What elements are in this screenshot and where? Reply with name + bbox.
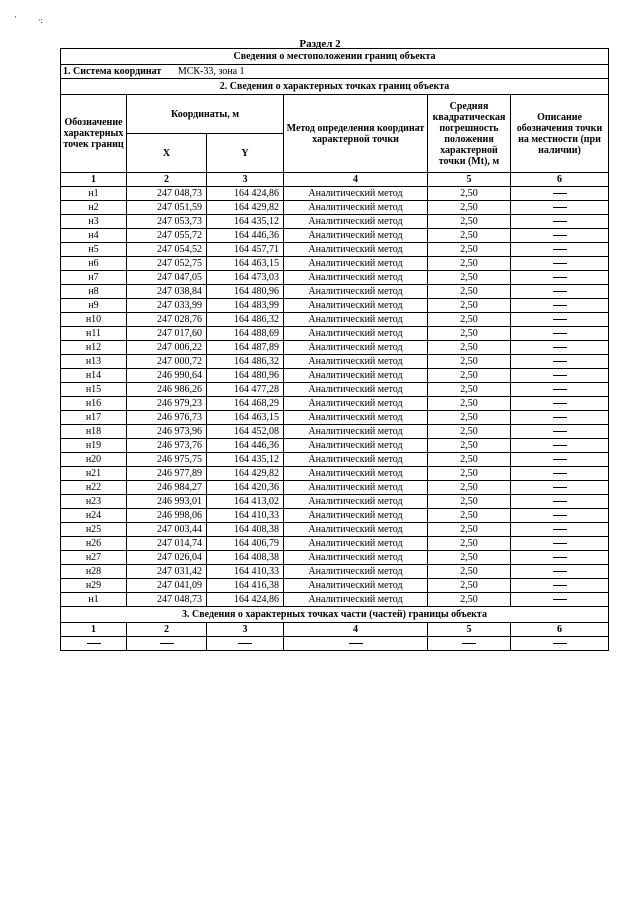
method-cell: Аналитический метод: [284, 327, 428, 341]
y-cell: 164 410,33: [207, 509, 284, 523]
y-cell: 164 424,86: [207, 593, 284, 607]
empty-dash-cell: [61, 637, 127, 651]
dash-mark: [553, 557, 567, 558]
method-cell: Аналитический метод: [284, 397, 428, 411]
x-cell: 247 052,75: [127, 257, 207, 271]
x-cell: 246 976,73: [127, 411, 207, 425]
y-cell: 164 487,89: [207, 341, 284, 355]
mt-cell: 2,50: [428, 551, 511, 565]
empty-dash-cell: [511, 637, 609, 651]
description-cell: [511, 243, 609, 257]
point-cell: н2: [61, 201, 127, 215]
description-cell: [511, 579, 609, 593]
column-number: 2: [127, 623, 207, 637]
method-cell: Аналитический метод: [284, 215, 428, 229]
mt-cell: 2,50: [428, 215, 511, 229]
method-cell: Аналитический метод: [284, 537, 428, 551]
description-cell: [511, 425, 609, 439]
dash-mark: [553, 249, 567, 250]
method-cell: Аналитический метод: [284, 565, 428, 579]
corner-mark-2: ·:: [38, 16, 43, 25]
method-cell: Аналитический метод: [284, 453, 428, 467]
description-cell: [511, 397, 609, 411]
x-cell: 247 000,72: [127, 355, 207, 369]
x-cell: 247 047,05: [127, 271, 207, 285]
column-number: 4: [284, 623, 428, 637]
x-cell: 246 990,64: [127, 369, 207, 383]
mt-cell: 2,50: [428, 369, 511, 383]
x-cell: 247 031,42: [127, 565, 207, 579]
dash-mark: [553, 361, 567, 362]
method-cell: Аналитический метод: [284, 299, 428, 313]
mt-cell: 2,50: [428, 271, 511, 285]
mt-cell: 2,50: [428, 201, 511, 215]
section-label: Раздел 2: [299, 38, 341, 50]
point-cell: н1: [61, 593, 127, 607]
y-cell: 164 473,03: [207, 271, 284, 285]
table-row: [61, 187, 609, 201]
table-row: [61, 551, 609, 565]
table-row: [61, 257, 609, 271]
method-cell: Аналитический метод: [284, 201, 428, 215]
x-cell: 247 033,99: [127, 299, 207, 313]
y-cell: 164 429,82: [207, 467, 284, 481]
document-title: Сведения о местоположении границ объекта: [61, 49, 609, 65]
method-cell: Аналитический метод: [284, 481, 428, 495]
dash-mark: [553, 291, 567, 292]
mt-cell: 2,50: [428, 313, 511, 327]
header-method: Метод определения координат характерной точки: [284, 95, 428, 173]
header-error: Средняя квадратическая погрешность положения характерной точки (Mt), м: [428, 95, 511, 173]
x-cell: 247 017,60: [127, 327, 207, 341]
x-cell: 247 048,73: [127, 187, 207, 201]
description-cell: [511, 495, 609, 509]
mt-cell: 2,50: [428, 593, 511, 607]
table-row: [61, 579, 609, 593]
mt-cell: 2,50: [428, 509, 511, 523]
mt-cell: 2,50: [428, 453, 511, 467]
table-row: [61, 215, 609, 229]
mt-cell: 2,50: [428, 481, 511, 495]
point-cell: н26: [61, 537, 127, 551]
dash-mark: [553, 347, 567, 348]
description-cell: [511, 411, 609, 425]
table-row: [61, 523, 609, 537]
y-cell: 164 477,28: [207, 383, 284, 397]
header-x: X: [127, 134, 207, 173]
x-cell: 247 055,72: [127, 229, 207, 243]
description-cell: [511, 355, 609, 369]
header-designation: Обозначение характерных точек границ: [61, 95, 127, 173]
dash-mark: [553, 263, 567, 264]
table-row: [61, 229, 609, 243]
y-cell: 164 429,82: [207, 201, 284, 215]
mt-cell: 2,50: [428, 523, 511, 537]
y-cell: 164 408,38: [207, 523, 284, 537]
point-cell: н9: [61, 299, 127, 313]
mt-cell: 2,50: [428, 383, 511, 397]
empty-dash-cell: [127, 637, 207, 651]
mt-cell: 2,50: [428, 425, 511, 439]
y-cell: 164 416,38: [207, 579, 284, 593]
point-cell: н25: [61, 523, 127, 537]
point-cell: н11: [61, 327, 127, 341]
mt-cell: 2,50: [428, 299, 511, 313]
mt-cell: 2,50: [428, 243, 511, 257]
method-cell: Аналитический метод: [284, 341, 428, 355]
x-cell: 247 041,09: [127, 579, 207, 593]
y-cell: 164 480,96: [207, 369, 284, 383]
table-row: [61, 593, 609, 607]
x-cell: 247 053,73: [127, 215, 207, 229]
column-number: 5: [428, 623, 511, 637]
x-cell: 247 006,22: [127, 341, 207, 355]
dash-mark: [553, 571, 567, 572]
dash-mark: [553, 207, 567, 208]
y-cell: 164 452,08: [207, 425, 284, 439]
dash-mark: [553, 445, 567, 446]
point-cell: н1: [61, 187, 127, 201]
table-row: [61, 509, 609, 523]
part3-empty-row: [61, 637, 609, 651]
point-cell: н15: [61, 383, 127, 397]
method-cell: Аналитический метод: [284, 243, 428, 257]
point-cell: н7: [61, 271, 127, 285]
x-cell: 247 048,73: [127, 593, 207, 607]
table-row: [61, 495, 609, 509]
column-numbers-row: [61, 173, 609, 187]
mt-cell: 2,50: [428, 257, 511, 271]
method-cell: Аналитический метод: [284, 229, 428, 243]
point-cell: н12: [61, 341, 127, 355]
mt-cell: 2,50: [428, 229, 511, 243]
mt-cell: 2,50: [428, 439, 511, 453]
empty-dash-cell: [284, 637, 428, 651]
description-cell: [511, 313, 609, 327]
method-cell: Аналитический метод: [284, 579, 428, 593]
table-row: [61, 327, 609, 341]
column-number: 6: [511, 173, 609, 187]
x-cell: 246 993,01: [127, 495, 207, 509]
table-row: [61, 467, 609, 481]
mt-cell: 2,50: [428, 565, 511, 579]
mt-cell: 2,50: [428, 187, 511, 201]
point-cell: н17: [61, 411, 127, 425]
description-cell: [511, 565, 609, 579]
point-cell: н23: [61, 495, 127, 509]
table-row: [61, 537, 609, 551]
point-cell: н3: [61, 215, 127, 229]
method-cell: Аналитический метод: [284, 271, 428, 285]
x-cell: 246 986,26: [127, 383, 207, 397]
description-cell: [511, 509, 609, 523]
table-row: [61, 285, 609, 299]
x-cell: 246 979,23: [127, 397, 207, 411]
y-cell: 164 420,36: [207, 481, 284, 495]
dash-mark: [553, 403, 567, 404]
mt-cell: 2,50: [428, 355, 511, 369]
x-cell: 246 975,75: [127, 453, 207, 467]
y-cell: 164 435,12: [207, 215, 284, 229]
description-cell: [511, 215, 609, 229]
method-cell: Аналитический метод: [284, 593, 428, 607]
x-cell: 246 984,27: [127, 481, 207, 495]
description-cell: [511, 201, 609, 215]
table-row: [61, 355, 609, 369]
x-cell: 246 973,96: [127, 425, 207, 439]
dash-mark: [160, 643, 174, 644]
x-cell: 247 003,44: [127, 523, 207, 537]
description-cell: [511, 341, 609, 355]
point-cell: н6: [61, 257, 127, 271]
mt-cell: 2,50: [428, 537, 511, 551]
method-cell: Аналитический метод: [284, 523, 428, 537]
column-number: 1: [61, 173, 127, 187]
y-cell: 164 446,36: [207, 229, 284, 243]
x-cell: 247 026,04: [127, 551, 207, 565]
y-cell: 164 446,36: [207, 439, 284, 453]
description-cell: [511, 537, 609, 551]
x-cell: 246 998,06: [127, 509, 207, 523]
dash-mark: [553, 277, 567, 278]
point-cell: н28: [61, 565, 127, 579]
dash-mark: [553, 235, 567, 236]
coord-system-label: 1. Система координат: [63, 65, 162, 77]
x-cell: 247 051,59: [127, 201, 207, 215]
description-cell: [511, 453, 609, 467]
method-cell: Аналитический метод: [284, 355, 428, 369]
mt-cell: 2,50: [428, 327, 511, 341]
table-row: [61, 299, 609, 313]
point-cell: н14: [61, 369, 127, 383]
dash-mark: [553, 389, 567, 390]
column-number: 6: [511, 623, 609, 637]
coord-system-row: [61, 65, 609, 79]
y-cell: 164 468,29: [207, 397, 284, 411]
y-cell: 164 424,86: [207, 187, 284, 201]
method-cell: Аналитический метод: [284, 257, 428, 271]
description-cell: [511, 481, 609, 495]
dash-mark: [553, 221, 567, 222]
point-cell: н24: [61, 509, 127, 523]
x-cell: 247 028,76: [127, 313, 207, 327]
point-cell: н16: [61, 397, 127, 411]
y-cell: 164 488,69: [207, 327, 284, 341]
dash-mark: [553, 431, 567, 432]
table-row: [61, 383, 609, 397]
description-cell: [511, 523, 609, 537]
dash-mark: [462, 643, 476, 644]
dash-mark: [87, 643, 101, 644]
coord-system-value: МСК-33, зона 1: [177, 65, 245, 77]
mt-cell: 2,50: [428, 467, 511, 481]
table-row: [61, 201, 609, 215]
column-number: 5: [428, 173, 511, 187]
mt-cell: 2,50: [428, 285, 511, 299]
method-cell: Аналитический метод: [284, 509, 428, 523]
dash-mark: [553, 487, 567, 488]
description-cell: [511, 299, 609, 313]
part2-title: 2. Сведения о характерных точках границ объекта: [61, 79, 609, 95]
dash-mark: [553, 319, 567, 320]
y-cell: 164 406,79: [207, 537, 284, 551]
dash-mark: [553, 193, 567, 194]
description-cell: [511, 285, 609, 299]
dash-mark: [553, 459, 567, 460]
column-number: 4: [284, 173, 428, 187]
table-row: [61, 411, 609, 425]
point-cell: н10: [61, 313, 127, 327]
dash-mark: [553, 515, 567, 516]
y-cell: 164 486,32: [207, 355, 284, 369]
dash-mark: [553, 305, 567, 306]
dash-mark: [553, 417, 567, 418]
x-cell: 247 014,74: [127, 537, 207, 551]
table-row: [61, 439, 609, 453]
empty-dash-cell: [207, 637, 284, 651]
description-cell: [511, 257, 609, 271]
method-cell: Аналитический метод: [284, 313, 428, 327]
method-cell: Аналитический метод: [284, 551, 428, 565]
table-row: [61, 453, 609, 467]
y-cell: 164 408,38: [207, 551, 284, 565]
point-cell: н20: [61, 453, 127, 467]
x-cell: 247 038,84: [127, 285, 207, 299]
y-cell: 164 480,96: [207, 285, 284, 299]
dash-mark: [553, 333, 567, 334]
dash-mark: [553, 643, 567, 644]
table-row: [61, 481, 609, 495]
table-row: [61, 397, 609, 411]
x-cell: 247 054,52: [127, 243, 207, 257]
description-cell: [511, 369, 609, 383]
method-cell: Аналитический метод: [284, 369, 428, 383]
table-row: [61, 313, 609, 327]
description-cell: [511, 327, 609, 341]
table-row: [61, 341, 609, 355]
table-row: [61, 565, 609, 579]
dash-mark: [553, 585, 567, 586]
corner-mark: ·: [14, 12, 17, 22]
column-number: 3: [207, 623, 284, 637]
point-cell: н29: [61, 579, 127, 593]
method-cell: Аналитический метод: [284, 495, 428, 509]
method-cell: Аналитический метод: [284, 439, 428, 453]
point-cell: н19: [61, 439, 127, 453]
method-cell: Аналитический метод: [284, 467, 428, 481]
dash-mark: [238, 643, 252, 644]
table-row: [61, 271, 609, 285]
dash-mark: [553, 473, 567, 474]
description-cell: [511, 551, 609, 565]
dash-mark: [553, 543, 567, 544]
header-coords: Координаты, м: [127, 95, 284, 134]
method-cell: Аналитический метод: [284, 411, 428, 425]
y-cell: 164 435,12: [207, 453, 284, 467]
description-cell: [511, 271, 609, 285]
empty-dash-cell: [428, 637, 511, 651]
mt-cell: 2,50: [428, 341, 511, 355]
table-row: [61, 369, 609, 383]
y-cell: 164 483,99: [207, 299, 284, 313]
description-cell: [511, 383, 609, 397]
point-cell: н22: [61, 481, 127, 495]
part3-column-numbers-row: [61, 623, 609, 637]
point-cell: н5: [61, 243, 127, 257]
column-number: 1: [61, 623, 127, 637]
point-cell: н4: [61, 229, 127, 243]
x-cell: 246 977,89: [127, 467, 207, 481]
y-cell: 164 486,32: [207, 313, 284, 327]
description-cell: [511, 439, 609, 453]
description-cell: [511, 187, 609, 201]
table-row: [61, 243, 609, 257]
dash-mark: [553, 375, 567, 376]
y-cell: 164 413,02: [207, 495, 284, 509]
method-cell: Аналитический метод: [284, 187, 428, 201]
x-cell: 246 973,76: [127, 439, 207, 453]
point-cell: н8: [61, 285, 127, 299]
method-cell: Аналитический метод: [284, 425, 428, 439]
y-cell: 164 410,33: [207, 565, 284, 579]
y-cell: 164 457,71: [207, 243, 284, 257]
part3-title: 3. Сведения о характерных точках части (частей) границы объекта: [61, 607, 609, 623]
boundary-table: [60, 48, 609, 651]
point-cell: н13: [61, 355, 127, 369]
mt-cell: 2,50: [428, 397, 511, 411]
method-cell: Аналитический метод: [284, 383, 428, 397]
column-number: 2: [127, 173, 207, 187]
point-cell: н21: [61, 467, 127, 481]
mt-cell: 2,50: [428, 579, 511, 593]
header-y: Y: [207, 134, 284, 173]
header-description: Описание обозначения точки на местности (при наличии): [511, 95, 609, 173]
y-cell: 164 463,15: [207, 411, 284, 425]
dash-mark: [553, 529, 567, 530]
method-cell: Аналитический метод: [284, 285, 428, 299]
dash-mark: [553, 501, 567, 502]
description-cell: [511, 467, 609, 481]
description-cell: [511, 593, 609, 607]
y-cell: 164 463,15: [207, 257, 284, 271]
description-cell: [511, 229, 609, 243]
mt-cell: 2,50: [428, 411, 511, 425]
dash-mark: [553, 599, 567, 600]
dash-mark: [349, 643, 363, 644]
mt-cell: 2,50: [428, 495, 511, 509]
table-row: [61, 425, 609, 439]
column-number: 3: [207, 173, 284, 187]
point-cell: н18: [61, 425, 127, 439]
point-cell: н27: [61, 551, 127, 565]
